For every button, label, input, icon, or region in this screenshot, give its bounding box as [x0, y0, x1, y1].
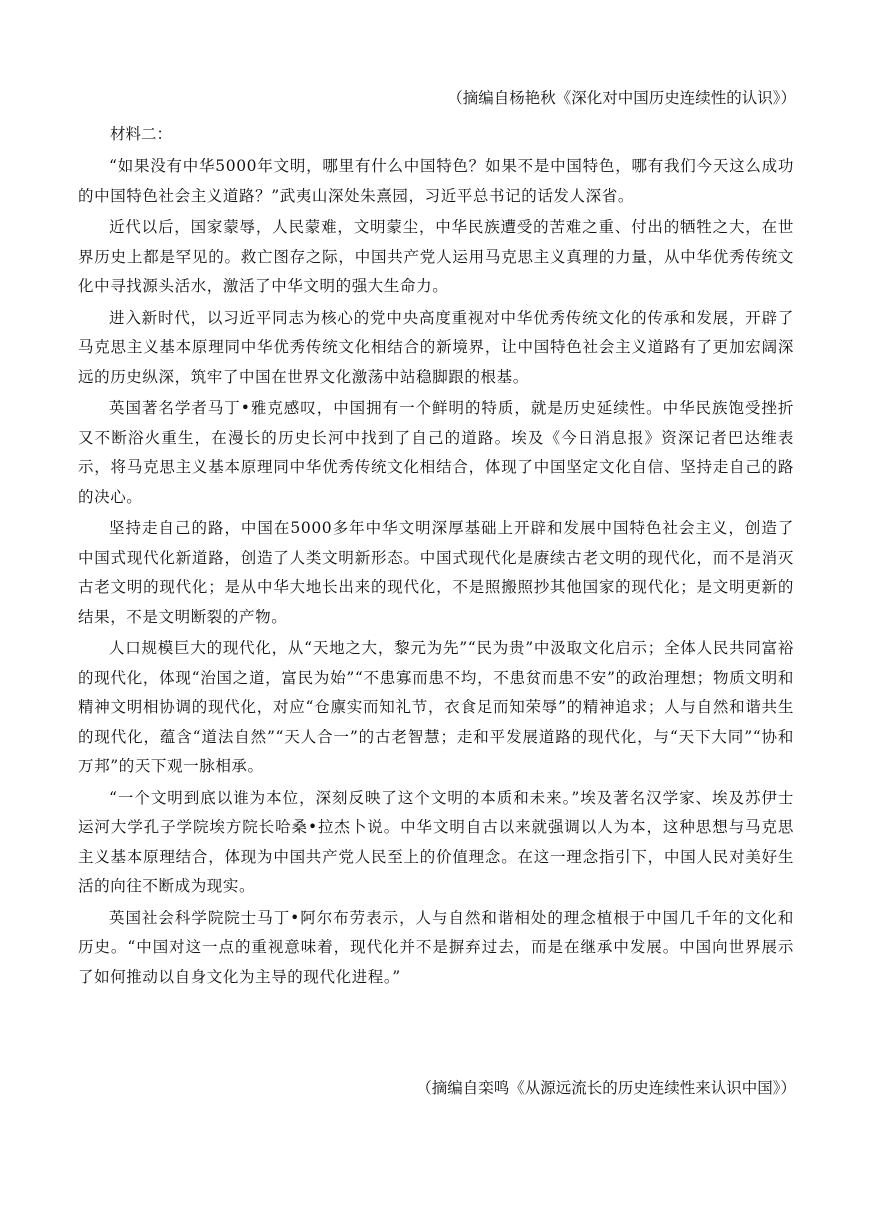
- section-label: 材料二：: [110, 125, 173, 143]
- source-citation-top: （摘编自杨艳秋《深化对中国历史连续性的认识》）: [447, 89, 796, 107]
- paragraph: 英国社会科学院院士马丁•阿尔布劳表示，人与自然和谐相处的理念植根于中国几千年的文化和历史。“中国对这一点的重视意味着，现代化并不是摒弃过去，而是在继承中发展。中国向世界展示了如何推动以自身文化为主导的现代化进程。”: [78, 908, 794, 986]
- paragraph: “一个文明到底以谁为本位，深刻反映了这个文明的本质和未来。”埃及著名汉学家、埃及苏伊士运河大学孔子学院埃方院长哈桑•拉杰卜说。中华文明自古以来就强调以人为本，这种思想与马克思主义基本原理结合，体现为中国共产党人民至上的价值理念。在这一理念指引下，中国人民对美好生活的向往不断成为现实。: [78, 788, 794, 895]
- article-body: [78, 152, 794, 994]
- source-citation-bottom: （摘编自栾鸣《从源远流长的历史连续性来认识中国》）: [416, 1079, 796, 1097]
- paragraph: 英国著名学者马丁•雅克感叹，中国拥有一个鲜明的特质，就是历史延续性。中华民族饱受挫折又不断浴火重生，在漫长的历史长河中找到了自己的道路。埃及《今日消息报》资深记者巴达维表示，将马克思主义基本原理同中华优秀传统文化相结合，体现了中国坚定文化自信、坚持走自己的路的决心。: [78, 399, 794, 506]
- paragraph: 坚持走自己的路，中国在5000多年中华文明深厚基础上开辟和发展中国特色社会主义，创造了中国式现代化新道路，创造了人类文明新形态。中国式现代化是赓续古老文明的现代化，而不是消灭古老文明的现代化；是从中华大地长出来的现代化，不是照搬照抄其他国家的现代化；是文明更新的结果，不是文明断裂的产物。: [78, 519, 794, 626]
- paragraph: 近代以后，国家蒙辱，人民蒙难，文明蒙尘，中华民族遭受的苦难之重、付出的牺牲之大，在世界历史上都是罕见的。救亡图存之际，中国共产党人运用马克思主义真理的力量，从中华优秀传统文化中寻找源头活水，激活了中华文明的强大生命力。: [78, 218, 794, 295]
- paragraph: 进入新时代，以习近平同志为核心的党中央高度重视对中华优秀传统文化的传承和发展，开辟了马克思主义基本原理同中华优秀传统文化相结合的新境界，让中国特色社会主义道路有了更加宏阔深远的历史纵深，筑牢了中国在世界文化激荡中站稳脚跟的根基。: [78, 308, 794, 386]
- paragraph: 人口规模巨大的现代化，从“天地之大，黎元为先”“民为贵”中汲取文化启示；全体人民共同富裕的现代化，体现“治国之道，富民为始”“不患寡而患不均，不患贫而患不安”的政治理想；物质文明和精神文明相协调的现代化，对应“仓廪实而知礼节，衣食足而知荣辱”的精神追求；人与自然和谐共生的现代化，蕴含“道法自然”“天人合一”的古老智慧；走和平发展道路的现代化，与“天下大同”“协和万邦”的天下观一脉相承。: [78, 639, 794, 775]
- paragraph: “如果没有中华5000年文明，哪里有什么中国特色？如果不是中国特色，哪有我们今天这么成功的中国特色社会主义道路？”武夷山深处朱熹园，习近平总书记的话发人深省。: [78, 157, 794, 205]
